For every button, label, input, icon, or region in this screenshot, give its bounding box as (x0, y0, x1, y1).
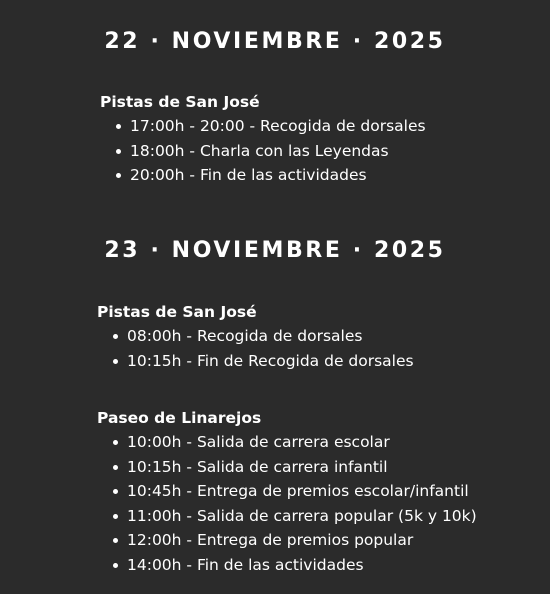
schedule-item: 11:00h - Salida de carrera popular (5k y 10k) (97, 504, 477, 529)
day-title: 22 · NOVIEMBRE · 2025 (104, 29, 446, 54)
schedule-item: 10:00h - Salida de carrera escolar (97, 430, 477, 455)
day-title: 23 · NOVIEMBRE · 2025 (104, 238, 446, 263)
schedule-item: 10:15h - Fin de Recogida de dorsales (97, 349, 414, 374)
venue-name: Pistas de San José (100, 93, 260, 111)
venue-name: Pistas de San José (97, 303, 257, 321)
schedule-item: 17:00h - 20:00 - Recogida de dorsales (100, 114, 426, 139)
schedule-item: 14:00h - Fin de las actividades (97, 553, 477, 578)
schedule-item: 18:00h - Charla con las Leyendas (100, 139, 426, 164)
schedule-list (97, 324, 414, 373)
venue-section (100, 90, 426, 188)
schedule-item: 20:00h - Fin de las actividades (100, 163, 426, 188)
schedule-list (97, 430, 477, 578)
schedule-item: 10:15h - Salida de carrera infantil (97, 455, 477, 480)
schedule-item: 08:00h - Recogida de dorsales (97, 324, 414, 349)
venue-section (97, 300, 414, 373)
schedule-list (100, 114, 426, 188)
venue-name: Paseo de Linarejos (97, 409, 262, 427)
venue-section (97, 406, 477, 578)
schedule-item: 12:00h - Entrega de premios popular (97, 528, 477, 553)
schedule-item: 10:45h - Entrega de premios escolar/infantil (97, 479, 477, 504)
